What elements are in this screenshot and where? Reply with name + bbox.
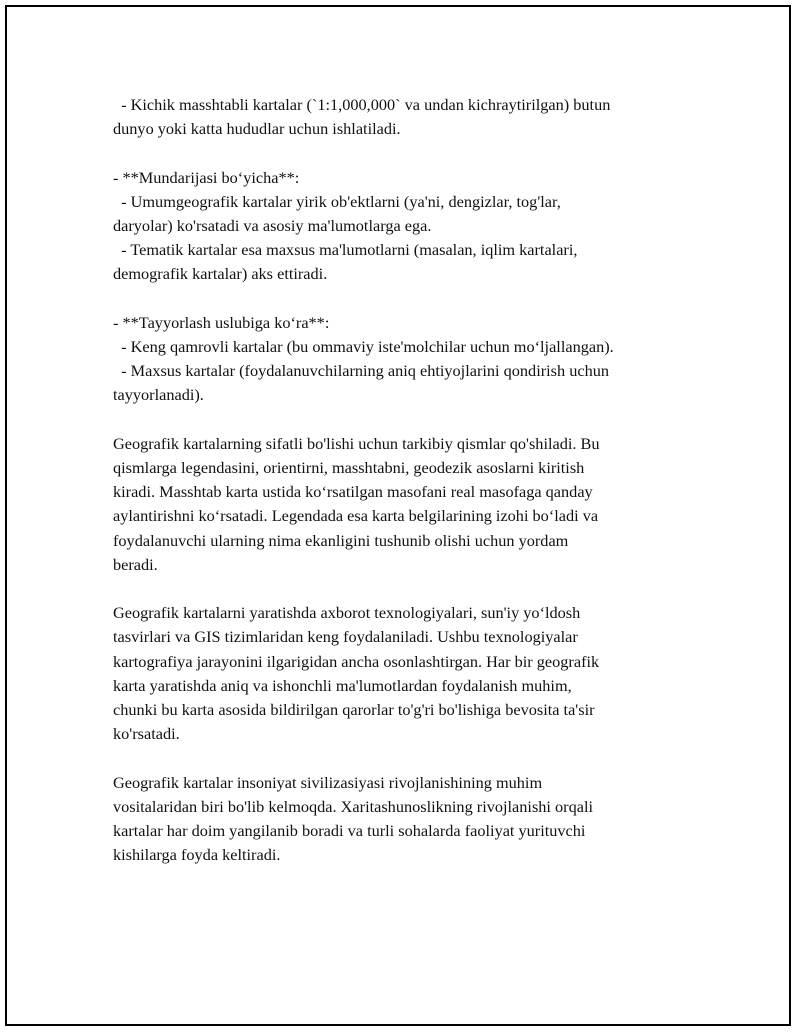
text-line: chunki bu karta asosida bildirilgan qarorlar to'g'ri bo'lishiga bevosita ta'sir	[113, 700, 595, 720]
text-line: qismlarga legendasini, orientirni, masshtabni, geodezik asoslarni kiritish	[113, 458, 585, 477]
text-line: karta yaratishda aniq va ishonchli ma'lumotlardan foydalanish muhim,	[113, 675, 572, 695]
text-line: - Keng qamrovli kartalar (bu ommaviy iste'molchilar uchun mo‘ljallangan).	[113, 337, 614, 356]
text-line: tasvirlari va GIS tizimlaridan keng foydalaniladi. Ushbu texnologiyalar	[113, 627, 578, 647]
text-line: foydalanuvchi ularning nima ekanligini tushunib olishi uchun yordam	[113, 530, 569, 550]
text-line: beradi.	[113, 554, 158, 574]
paragraph-map-scale-small	[113, 93, 683, 141]
text-line: - **Mundarijasi bo‘yicha**:	[113, 167, 300, 187]
text-line: - Maxsus kartalar (foydalanuvchilarning aniq ehtiyojlarini qondirish uchun	[113, 361, 609, 381]
text-line: demografik kartalar) aks ettiradi.	[113, 264, 328, 284]
paragraph-conclusion	[113, 771, 683, 868]
text-line: Geografik kartalar insoniyat sivilizasiyasi rivojlanishining muhim	[113, 772, 543, 792]
text-line: aylantirishni ko‘rsatadi. Legendada esa karta belgilarining izohi bo‘ladi va	[113, 506, 599, 526]
text-line: - **Tayyorlash uslubiga ko‘ra**:	[113, 312, 330, 332]
text-line: tayyorlanadi).	[113, 385, 204, 405]
text-line: kartografiya jarayonini ilgarigidan ancha osonlashtirgan. Har bir geografik	[113, 651, 600, 671]
text-line: kartalar har doim yangilanib boradi va turli sohalarda faoliyat yurituvchi	[113, 821, 586, 841]
text-line: - Kichik masshtabli kartalar (`1:1,000,000` va undan kichraytirilgan) butun	[113, 95, 611, 114]
text-line: - Tematik kartalar esa maxsus ma'lumotlarni (masalan, iqlim kartalari,	[113, 240, 578, 260]
paragraph-by-preparation	[113, 311, 683, 408]
text-line: ko'rsatadi.	[113, 724, 180, 744]
text-line: - Umumgeografik kartalar yirik ob'ektlarni (ya'ni, dengizlar, tog'lar,	[113, 191, 561, 211]
document-body	[113, 93, 683, 867]
text-line: dunyo yoki katta hududlar uchun ishlatiladi.	[113, 119, 401, 139]
text-line: kishilarga foyda keltiradi.	[113, 845, 281, 865]
paragraph-information-technology	[113, 601, 683, 746]
text-line: Geografik kartalarning sifatli bo'lishi uchun tarkibiy qismlar qo'shiladi. Bu	[113, 433, 600, 453]
paragraph-by-content	[113, 166, 683, 287]
text-line: daryolar) ko'rsatadi va asosiy ma'lumotlarga ega.	[113, 216, 432, 235]
paragraph-map-components	[113, 432, 683, 577]
text-line: vositalaridan biri bo'lib kelmoqda. Xaritashunoslikning rivojlanishi orqali	[113, 796, 593, 816]
text-line: Geografik kartalarni yaratishda axborot texnologiyalari, sun'iy yo‘ldosh	[113, 603, 581, 623]
text-line: kiradi. Masshtab karta ustida ko‘rsatilgan masofani real masofaga qanday	[113, 482, 593, 502]
